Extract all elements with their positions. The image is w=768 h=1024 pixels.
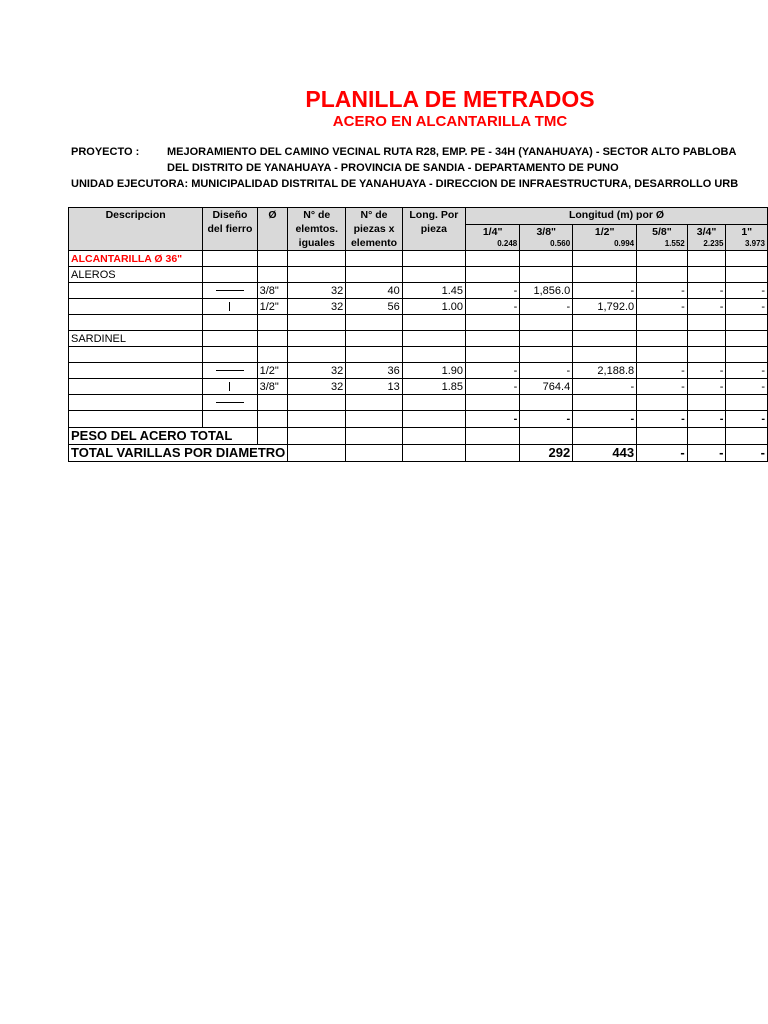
empty-cell	[257, 331, 288, 347]
empty-cell	[726, 395, 768, 411]
empty-cell	[573, 315, 637, 331]
diameter-weight: 2.235	[703, 238, 724, 248]
diameter-header	[687, 224, 726, 250]
longitud-cell: 1.85	[402, 379, 465, 395]
empty-row	[69, 395, 768, 411]
diseno-cell	[203, 363, 257, 379]
empty-cell	[69, 347, 203, 363]
subtotal-row	[69, 411, 768, 428]
piezas-cell: 36	[346, 363, 402, 379]
col-diametro: Ø	[257, 208, 288, 251]
longitud-value-cell: -	[637, 283, 688, 299]
empty-cell	[520, 395, 573, 411]
table-row	[69, 283, 768, 299]
empty-cell	[346, 331, 402, 347]
longitud-cell: 1.00	[402, 299, 465, 315]
section-title-row	[69, 251, 768, 267]
empty-cell	[726, 331, 768, 347]
empty-cell	[573, 395, 637, 411]
diameter-size: 1"	[741, 225, 753, 238]
proyecto-line-1	[71, 146, 736, 158]
empty-cell	[288, 267, 346, 283]
longitud-value-cell: -	[466, 379, 520, 395]
diameter-size: 3/4"	[696, 225, 717, 238]
proyecto-label: PROYECTO :	[71, 146, 140, 158]
longitud-value-cell: -	[573, 379, 637, 395]
empty-cell	[466, 267, 520, 283]
col-longitud-group: Longitud (m) por Ø	[466, 208, 768, 225]
diameter-header	[637, 224, 688, 250]
longitud-value-cell: -	[466, 283, 520, 299]
longitud-value-cell: -	[687, 283, 726, 299]
descripcion-cell	[69, 299, 203, 315]
diameter-header	[726, 224, 768, 250]
diameter-size: 1/4"	[482, 225, 503, 238]
subtotal-cell: -	[520, 411, 573, 428]
longitud-value-cell: -	[637, 379, 688, 395]
subtotal-cell: -	[466, 411, 520, 428]
empty-cell	[726, 347, 768, 363]
peso-label: PESO DEL ACERO TOTAL	[69, 428, 258, 445]
section-title: ALCANTARILLA Ø 36"	[69, 251, 203, 267]
empty-cell	[203, 331, 257, 347]
metrados-table	[68, 207, 768, 462]
empty-cell	[466, 331, 520, 347]
subtotal-cell: -	[637, 411, 688, 428]
diameter-header	[466, 224, 520, 250]
longitud-cell: 1.90	[402, 363, 465, 379]
elementos-cell: 32	[288, 379, 346, 395]
empty-cell	[346, 267, 402, 283]
vertical-bar-icon	[229, 302, 230, 311]
empty-cell	[466, 395, 520, 411]
empty-cell	[203, 267, 257, 283]
diameter-weight: 3.973	[744, 238, 765, 248]
empty-cell	[257, 267, 288, 283]
empty-cell	[520, 347, 573, 363]
group-row	[69, 331, 768, 347]
longitud-value-cell: -	[520, 363, 573, 379]
total-cell: -	[687, 445, 726, 462]
total-cell: 443	[573, 445, 637, 462]
straight-bar-icon	[216, 290, 244, 291]
total-cell: 292	[520, 445, 573, 462]
diameter-size: 1/2"	[594, 225, 615, 238]
longitud-cell: 1.45	[402, 283, 465, 299]
diseno-cell	[203, 379, 257, 395]
empty-row	[69, 315, 768, 331]
empty-cell	[346, 315, 402, 331]
descripcion-cell	[69, 379, 203, 395]
col-longitud: Long. Por pieza	[402, 208, 465, 251]
empty-cell	[520, 331, 573, 347]
subtotal-cell: -	[573, 411, 637, 428]
total-cell: -	[726, 445, 768, 462]
page-subtitle: ACERO EN ALCANTARILLA TMC	[332, 113, 568, 130]
piezas-cell: 13	[346, 379, 402, 395]
empty-cell	[288, 395, 346, 411]
empty-cell	[637, 315, 688, 331]
longitud-value-cell: -	[466, 299, 520, 315]
piezas-cell: 56	[346, 299, 402, 315]
proyecto-line-2	[71, 162, 619, 174]
longitud-value-cell: -	[637, 363, 688, 379]
empty-cell	[687, 347, 726, 363]
diameter-weight: 0.994	[614, 238, 635, 248]
empty-cell	[69, 395, 203, 411]
longitud-value-cell: -	[637, 299, 688, 315]
diameter-weight: 0.248	[497, 238, 518, 248]
elementos-cell: 32	[288, 283, 346, 299]
diameter-header	[573, 224, 637, 250]
vertical-bar-icon	[229, 382, 230, 391]
empty-cell	[346, 395, 402, 411]
empty-cell	[402, 347, 465, 363]
empty-cell	[402, 315, 465, 331]
longitud-value-cell: -	[687, 379, 726, 395]
proyecto-text-2: DEL DISTRITO DE YANAHUAYA - PROVINCIA DE SANDIA - DEPARTAMENTO DE PUNO	[167, 162, 619, 174]
empty-cell	[687, 395, 726, 411]
table-row	[69, 379, 768, 395]
empty-cell	[726, 315, 768, 331]
empty-cell	[402, 331, 465, 347]
empty-cell	[637, 395, 688, 411]
longitud-value-cell: 764.4	[520, 379, 573, 395]
header-row	[69, 208, 768, 225]
longitud-value-cell: -	[466, 363, 520, 379]
longitud-value-cell: -	[520, 299, 573, 315]
diseno-cell	[203, 395, 257, 411]
empty-cell	[69, 315, 203, 331]
empty-cell	[346, 347, 402, 363]
empty-cell	[203, 347, 257, 363]
empty-cell	[203, 315, 257, 331]
empty-cell	[573, 331, 637, 347]
diameter-weight: 1.552	[664, 238, 685, 248]
piezas-cell: 40	[346, 283, 402, 299]
total-row	[69, 445, 768, 462]
descripcion-cell	[69, 283, 203, 299]
empty-cell	[687, 315, 726, 331]
elementos-cell: 32	[288, 299, 346, 315]
table-row	[69, 299, 768, 315]
longitud-value-cell: -	[726, 363, 768, 379]
empty-cell	[573, 267, 637, 283]
empty-cell	[257, 347, 288, 363]
col-descripcion: Descripcion	[69, 208, 203, 251]
group-row	[69, 267, 768, 283]
diametro-cell: 3/8"	[257, 379, 288, 395]
longitud-value-cell: 1,856.0	[520, 283, 573, 299]
longitud-value-cell: -	[726, 283, 768, 299]
diameter-weight: 0.560	[550, 238, 571, 248]
empty-cell	[726, 267, 768, 283]
page-title: PLANILLA DE METRADOS	[305, 86, 595, 112]
empty-cell	[687, 331, 726, 347]
diametro-cell: 1/2"	[257, 299, 288, 315]
subtotal-cell: -	[687, 411, 726, 428]
diametro-cell: 3/8"	[257, 283, 288, 299]
empty-cell	[466, 347, 520, 363]
empty-cell	[687, 267, 726, 283]
empty-cell	[402, 267, 465, 283]
longitud-value-cell: 2,188.8	[573, 363, 637, 379]
proyecto-text: MEJORAMIENTO DEL CAMINO VECINAL RUTA R28, EMP. PE - 34H (YANAHUAYA) - SECTOR ALTO PABLOBA	[167, 146, 737, 158]
diameter-size: 5/8"	[652, 225, 672, 238]
col-piezas: N° de piezas x elemento	[346, 208, 402, 251]
longitud-value-cell: -	[726, 299, 768, 315]
col-diseno: Diseño del fierro	[203, 208, 257, 251]
group-name: ALEROS	[69, 267, 203, 283]
empty-row	[69, 347, 768, 363]
empty-cell	[520, 315, 573, 331]
empty-cell	[637, 331, 688, 347]
diseno-cell	[203, 283, 257, 299]
col-elementos: N° de elemtos. iguales	[288, 208, 346, 251]
descripcion-cell	[69, 363, 203, 379]
subtotal-cell: -	[726, 411, 768, 428]
diametro-cell: 1/2"	[257, 363, 288, 379]
total-cell: -	[637, 445, 688, 462]
straight-bar-icon	[216, 402, 244, 403]
diameter-size: 3/8"	[536, 225, 557, 238]
longitud-value-cell: -	[573, 283, 637, 299]
longitud-value-cell: -	[687, 363, 726, 379]
elementos-cell: 32	[288, 363, 346, 379]
empty-cell	[288, 331, 346, 347]
total-label: TOTAL VARILLAS POR DIAMETRO	[69, 445, 288, 462]
empty-cell	[288, 315, 346, 331]
diseno-cell	[203, 299, 257, 315]
longitud-value-cell: -	[726, 379, 768, 395]
empty-cell	[257, 395, 288, 411]
empty-cell	[466, 315, 520, 331]
straight-bar-icon	[216, 370, 244, 371]
peso-row	[69, 428, 768, 445]
empty-cell	[637, 267, 688, 283]
empty-cell	[637, 347, 688, 363]
longitud-value-cell: -	[687, 299, 726, 315]
diameter-header	[520, 224, 573, 250]
empty-cell	[520, 267, 573, 283]
empty-cell	[402, 395, 465, 411]
unidad-ejecutora: UNIDAD EJECUTORA: MUNICIPALIDAD DISTRITAL DE YANAHUAYA - DIRECCION DE INFRAESTRUCTURA, DESARROLLO URB	[71, 178, 739, 190]
empty-cell	[573, 347, 637, 363]
empty-cell	[288, 347, 346, 363]
table-row	[69, 363, 768, 379]
empty-cell	[257, 315, 288, 331]
longitud-value-cell: 1,792.0	[573, 299, 637, 315]
group-name: SARDINEL	[69, 331, 203, 347]
